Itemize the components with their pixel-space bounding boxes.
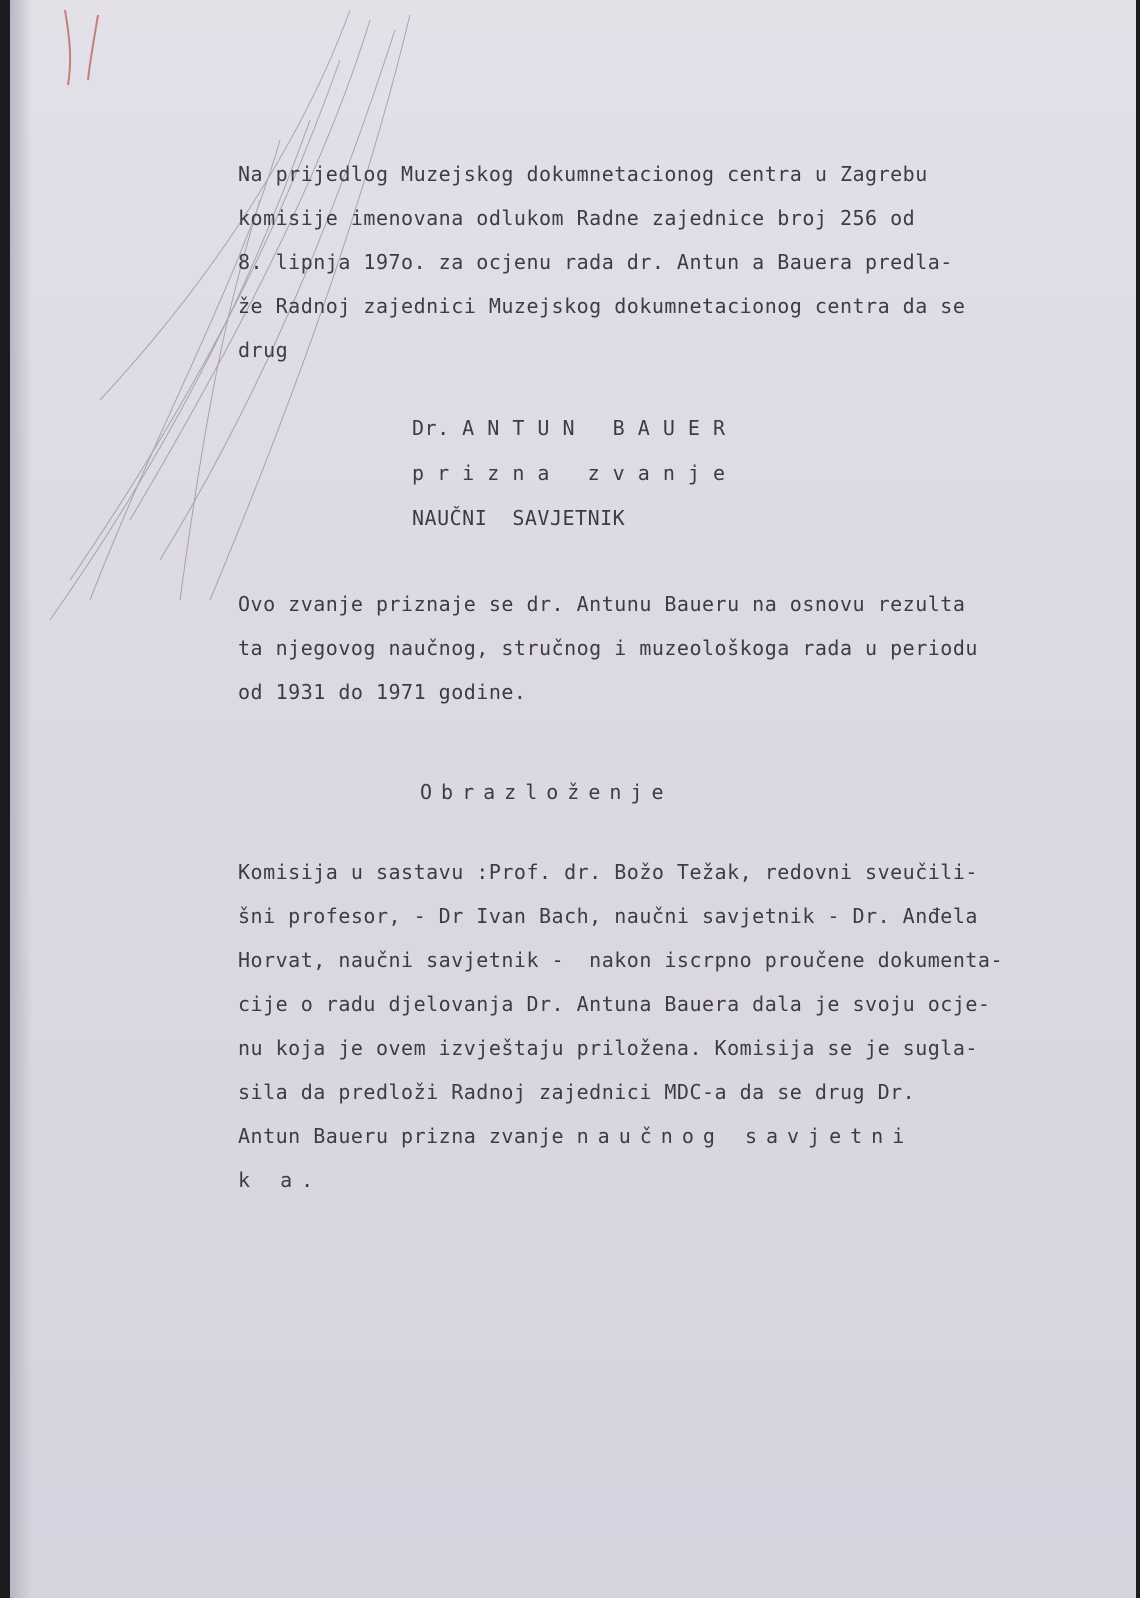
name-line: Dr. A N T U N B A U E R: [412, 416, 726, 440]
intro-line: 8. lipnja 197o. za ocjenu rada dr. Antun a Bauera predla-: [238, 250, 953, 274]
intro-line: drug: [238, 338, 289, 362]
intro-line: že Radnoj zajednici Muzejskog dokumnetacionog centra da se: [238, 294, 966, 318]
justification-line: Antun Baueru prizna zvanje: [238, 1124, 577, 1148]
spaced-title: naučnog savjetni: [576, 1124, 914, 1148]
justification-line: Komisija u sastavu :Prof. dr. Božo Težak, redovni sveučili-: [238, 860, 978, 884]
justification-line: šni profesor, - Dr Ivan Bach, naučni savjetnik - Dr. Anđela: [238, 904, 978, 928]
recognition-line: od 1931 do 1971 godine.: [238, 680, 527, 704]
justification-paragraph: [238, 850, 1003, 1202]
justification-line: nu koja je ovem izvještaju priložena. Komisija se je sugla-: [238, 1036, 978, 1060]
recognition-line: ta njegovog naučnog, stručnog i muzeološkoga rada u periodu: [238, 636, 978, 660]
justification-last-line: k a.: [238, 1168, 323, 1192]
grant-line: p r i z n a z v a n j e: [412, 461, 726, 485]
title-block: [412, 406, 726, 541]
justification-line: sila da predloži Radnoj zajednici MDC-a da se drug Dr.: [238, 1080, 916, 1104]
intro-line: Na prijedlog Muzejskog dokumnetacionog centra u Zagrebu: [238, 162, 928, 186]
recognition-paragraph: [238, 582, 978, 714]
title-line: NAUČNI SAVJETNIK: [412, 506, 626, 530]
recognition-line: Ovo zvanje priznaje se dr. Antunu Baueru na osnovu rezulta: [238, 592, 966, 616]
document-page: [10, 0, 1136, 1598]
section-heading: Obrazloženje: [420, 780, 673, 804]
justification-line: cije o radu djelovanja Dr. Antuna Bauera dala je svoju ocje-: [238, 992, 991, 1016]
intro-line: komisije imenovana odlukom Radne zajednice broj 256 od: [238, 206, 916, 230]
justification-line: Horvat, naučni savjetnik - nakon iscrpno proučene dokumenta-: [238, 948, 1004, 972]
intro-paragraph: [238, 152, 965, 372]
